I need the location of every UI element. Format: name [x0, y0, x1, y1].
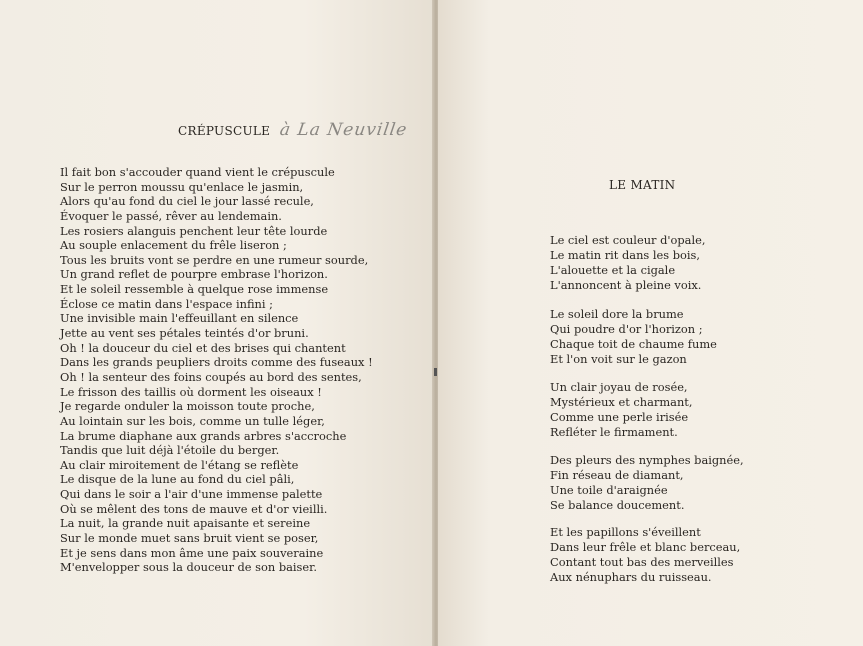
- poem-line: Sur le monde muet sans bruit vient se poser,: [60, 531, 319, 546]
- poem-line: Contant tout bas des merveilles: [550, 554, 734, 569]
- poem-line: Dans leur frêle et blanc berceau,: [550, 539, 741, 554]
- poem-line: Qui poudre d'or l'horizon ;: [550, 321, 703, 336]
- poem-line: Se balance doucement.: [550, 497, 685, 512]
- poem-line: Je regarde onduler la moisson toute proche,: [60, 399, 315, 414]
- poem-line: Et l'on voit sur le gazon: [550, 351, 687, 366]
- poem-line: Un grand reflet de pourpre embrase l'horizon.: [60, 267, 328, 282]
- poem-crepuscule-lines: [60, 165, 373, 575]
- poem-line: Au clair miroitement de l'étang se reflète: [60, 457, 299, 472]
- left-title-row: [178, 120, 407, 148]
- poem-line: Une invisible main l'effeuillant en silence: [60, 311, 299, 326]
- poem-title-le-matin: LE MATIN: [609, 178, 676, 192]
- poem-line: Tous les bruits vont se perdre en une rumeur sourde,: [60, 252, 369, 267]
- poem-line: Et je sens dans mon âme une paix souveraine: [60, 545, 324, 560]
- poem-line: Oh ! la senteur des foins coupés au bord des sentes,: [60, 369, 362, 384]
- poem-line: Le ciel est couleur d'opale,: [550, 233, 706, 247]
- poem-line: Sur le perron moussu qu'enlace le jasmin,: [60, 179, 304, 194]
- poem-line: Évoquer le passé, rêver au lendemain.: [60, 208, 282, 223]
- poem-line: Un clair joyau de rosée,: [550, 380, 688, 394]
- stanza-1: [550, 233, 705, 293]
- poem-line: Aux nénuphars du ruisseau.: [550, 569, 712, 584]
- poem-line: Le frisson des taillis où dorment les oiseaux !: [60, 384, 322, 399]
- poem-line: Refléter le firmament.: [550, 424, 678, 439]
- poem-line: Et le soleil ressemble à quelque rose immense: [60, 282, 329, 297]
- poem-line: Mystérieux et charmant,: [550, 394, 693, 409]
- poem-line: M'envelopper sous la douceur de son baiser.: [60, 560, 317, 575]
- poem-line: La brume diaphane aux grands arbres s'accroche: [60, 428, 347, 443]
- poem-line: Une toile d'araignée: [550, 482, 668, 497]
- poem-line: Il fait bon s'accouder quand vient le crépuscule: [60, 165, 335, 179]
- poem-line: Et les papillons s'éveillent: [550, 525, 701, 539]
- poem-line: Des pleurs des nymphes baignée,: [550, 453, 744, 467]
- poem-line: Au lointain sur les bois, comme un tulle léger,: [60, 413, 325, 428]
- poem-line: Chaque toit de chaume fume: [550, 336, 717, 351]
- poem-line: Oh ! la douceur du ciel et des brises qui chantent: [60, 340, 346, 355]
- binding-mark: [434, 368, 437, 376]
- poem-line: Comme une perle irisée: [550, 409, 689, 424]
- stanza-4: [550, 453, 744, 513]
- poem-line: Au souple enlacement du frêle liseron ;: [60, 238, 287, 253]
- poem-line: Jette au vent ses pétales teintés d'or bruni.: [60, 326, 309, 341]
- poem-line: Éclose ce matin dans l'espace infini ;: [60, 296, 273, 311]
- poem-line: Le matin rit dans les bois,: [550, 247, 700, 262]
- poem-line: L'alouette et la cigale: [550, 262, 676, 277]
- poem-line: La nuit, la grande nuit apaisante et sereine: [60, 516, 311, 531]
- stanza-5: [550, 525, 740, 585]
- poem-title-crepuscule: CRÉPUSCULE: [178, 124, 271, 138]
- poem-line: Le disque de la lune au fond du ciel pâli,: [60, 472, 295, 487]
- handwritten-annotation: à La Neuville: [278, 120, 409, 140]
- poem-line: Où se mêlent des tons de mauve et d'or vieilli.: [60, 501, 328, 516]
- poem-line: Tandis que luit déjà l'étoile du berger.: [60, 443, 280, 458]
- poem-line: Qui dans le soir a l'air d'une immense palette: [60, 487, 323, 502]
- poem-line: L'annoncent à pleine voix.: [550, 277, 702, 292]
- stanza-2: [550, 307, 717, 367]
- poem-line: Le soleil dore la brume: [550, 307, 684, 321]
- poem-line: Dans les grands peupliers droits comme des fuseaux !: [60, 355, 373, 370]
- stanza-3: [550, 380, 693, 440]
- poem-line: Fin réseau de diamant,: [550, 467, 684, 482]
- poem-line: Alors qu'au fond du ciel le jour lassé recule,: [60, 194, 314, 209]
- poem-line: Les rosiers alanguis penchent leur tête lourde: [60, 223, 328, 238]
